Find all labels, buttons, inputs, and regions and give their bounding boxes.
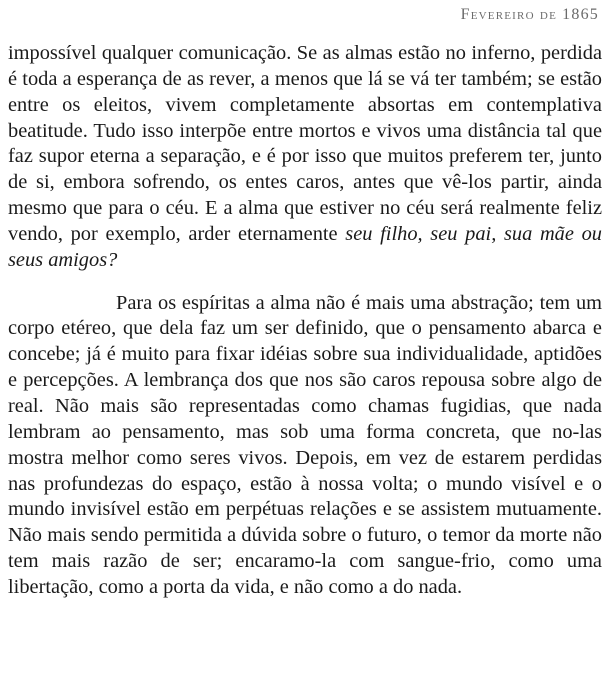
paragraph-1-text: impossível qualquer comunicação. Se as almas estão no inferno, perdida é toda a esperança de as rever, a menos que lá se vá ter também; se estão entre os eleitos, vivem completamente absortas em contemplativa beatitude. Tudo isso interpõe entre mortos e vivos uma distância tal que faz supor eterna a separação, e é por isso que muitos preferem ter, junto de si, embora sofrendo, os entes caros, antes que vê-los partir, ainda mesmo que para o céu. E a alma que estiver no céu será realmente feliz vendo, por exemplo, arder eternamente xyxy=(8,42,602,245)
paragraph-2-text: Para os espíritas a alma não é mais uma abstração; tem um corpo etéreo, que dela faz um ser definido, que o pensamento abarca e concebe; já é muito para fixar idéias sobre sua individualidade, aptidões e percepções. A lembrança dos que nos são caros repousa sobre algo de real. Não mais são representadas como chamas fugidias, que nada lembram ao pensamento, mas sob uma forma concreta, que no-las mostra melhor como seres vivos. Depois, em vez de estarem perdidas nas profundezas do espaço, estão à nossa volta; o mundo visível e o mundo invisível estão em perpétuas relações e se assistem mutuamente. Não mais sendo permitida a dúvida sobre o futuro, o temor da morte não tem mais razão de ser; encaramo-la com sangue-frio, como uma libertação, como a porta da vida, e não como a do nada. xyxy=(8,291,602,598)
running-header: Fevereiro de 1865 xyxy=(460,6,599,23)
body-text xyxy=(8,41,602,601)
paragraph-1-italic-phrase: seu filho, seu pai, sua mãe ou seus amigos? xyxy=(8,222,602,271)
book-page xyxy=(8,0,602,678)
paragraph-2 xyxy=(8,291,602,601)
paragraph-1 xyxy=(8,41,602,274)
